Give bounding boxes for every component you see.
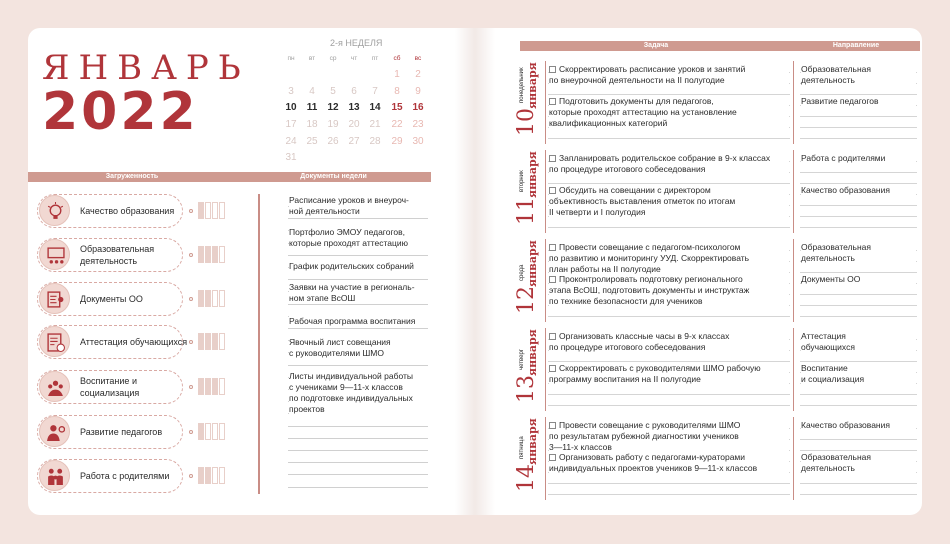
calendar-day[interactable]: 21	[369, 119, 381, 130]
calendar-day[interactable]: 1	[394, 69, 400, 80]
doc-rule-line	[288, 426, 428, 427]
doc-rule-line	[288, 365, 428, 366]
calendar-weekday: чт	[350, 55, 358, 62]
document-item: Явочный лист совещания с руководителями ШМО	[289, 337, 434, 359]
load-item-icon-badge	[39, 416, 70, 447]
day-month: января	[526, 62, 539, 109]
task-item[interactable]	[549, 420, 789, 453]
load-level-indicator	[198, 333, 226, 350]
calendar-day[interactable]: 19	[327, 119, 339, 130]
task-text: Скорректировать с руководителями ШМО рабочую программу воспитания на II полугодие	[549, 363, 761, 384]
task-checkbox[interactable]	[549, 333, 556, 340]
calendar-day[interactable]: 20	[348, 119, 360, 130]
day-weekday: пятница	[519, 436, 525, 459]
task-direction: Образовательная деятельность	[801, 64, 916, 86]
task-rule-line	[548, 138, 790, 139]
calendar-weekday: пн	[287, 55, 295, 62]
day-divider	[545, 417, 546, 500]
load-connector-dot	[189, 474, 193, 478]
direction-rule-line	[800, 138, 917, 139]
document-item: Расписание уроков и внеуроч- ной деятельности	[289, 195, 434, 217]
calendar-day[interactable]: 13	[348, 102, 360, 113]
direction-rule-line	[800, 439, 917, 440]
load-level-indicator	[198, 423, 226, 440]
task-direction: Работа с родителями	[801, 153, 916, 164]
calendar-day[interactable]: 18	[306, 119, 318, 130]
calendar-day[interactable]: 23	[412, 119, 424, 130]
day-weekday: среда	[519, 264, 525, 281]
calendar-day[interactable]: 8	[394, 86, 400, 97]
column-divider	[793, 417, 794, 500]
direction-rule-line	[800, 494, 917, 495]
task-checkbox[interactable]	[549, 66, 556, 73]
task-direction: Аттестация обучающихся	[801, 331, 916, 353]
load-level-indicator	[198, 246, 226, 263]
load-connector-dot	[189, 209, 193, 213]
direction-rule-line	[800, 172, 917, 173]
day-number: 14	[514, 464, 539, 492]
task-checkbox[interactable]	[549, 187, 556, 194]
page-gutter	[455, 28, 495, 515]
task-text: Проконтролировать подготовку регионального этапа ВсОШ, подготовить документы и инструктаж по технике безопасности для учеников	[549, 274, 750, 306]
doc-rule-line	[288, 328, 428, 329]
presentation-icon	[46, 246, 65, 265]
day-number: 11	[514, 197, 539, 225]
calendar-day[interactable]: 30	[412, 136, 424, 147]
direction-rule-line	[800, 305, 917, 306]
calendar-day[interactable]: 12	[327, 102, 339, 113]
direction-rule-line	[800, 272, 917, 273]
calendar-day[interactable]: 17	[285, 119, 297, 130]
task-item[interactable]	[549, 452, 789, 474]
day-divider	[545, 328, 546, 411]
task-direction: Качество образования	[801, 420, 916, 431]
direction-header: Направление	[792, 41, 920, 51]
load-connector-dot	[189, 340, 193, 344]
task-text: Запланировать родительское собрание в 9-х классах по процедуре итогового собеседования	[549, 153, 771, 174]
direction-rule-line	[800, 205, 917, 206]
load-connector-dot	[189, 297, 193, 301]
day-weekday: четверг	[519, 349, 525, 370]
docs-header: Документы недели	[236, 172, 431, 182]
calendar-day[interactable]: 31	[285, 152, 297, 163]
task-item[interactable]	[549, 96, 789, 129]
calendar-day[interactable]: 24	[285, 136, 297, 147]
task-direction: Качество образования	[801, 185, 916, 196]
direction-rule-line	[800, 450, 917, 451]
column-divider	[793, 328, 794, 411]
load-item-icon-badge	[39, 326, 70, 357]
direction-rule-line	[800, 216, 917, 217]
calendar-day[interactable]: 27	[348, 136, 360, 147]
document-item: Листы индивидуальной работы с учениками 9—11-х классов по подготовке индивидуальных проектов	[289, 371, 434, 415]
column-divider	[793, 150, 794, 233]
load-level-indicator	[198, 378, 226, 395]
task-checkbox[interactable]	[549, 454, 556, 461]
calendar-day[interactable]: 22	[391, 119, 403, 130]
family-icon	[46, 467, 65, 486]
task-text: Провести совещание с руководителями ШМО по результатам рубежной диагностики учеников 3—11-х классов	[549, 420, 741, 452]
direction-rule-line	[800, 227, 917, 228]
calendar-weekday: вт	[308, 55, 316, 62]
calendar-weekday: пт	[371, 55, 379, 62]
direction-rule-line	[800, 316, 917, 317]
load-item-label: Работа с родителями	[80, 471, 170, 481]
task-item[interactable]	[549, 331, 789, 353]
calendar-day[interactable]: 29	[391, 136, 403, 147]
load-header: Загруженность	[28, 172, 236, 182]
direction-rule-line	[800, 483, 917, 484]
task-direction: Воспитание и социализация	[801, 363, 916, 385]
task-rule-line	[548, 94, 790, 95]
day-month: января	[526, 151, 539, 198]
task-rule-line	[548, 183, 790, 184]
calendar-day[interactable]: 26	[327, 136, 339, 147]
calendar-day[interactable]: 11	[306, 102, 318, 113]
day-weekday: вторник	[519, 170, 525, 192]
year-title: 2022	[42, 82, 199, 142]
load-connector-dot	[189, 385, 193, 389]
load-level-indicator	[198, 467, 226, 484]
calendar-day[interactable]: 7	[372, 86, 378, 97]
load-level-indicator	[198, 290, 226, 307]
day-month: января	[526, 329, 539, 376]
task-direction: Развитие педагогов	[801, 96, 916, 107]
task-text: Подготовить документы для педагогов, которые проходят аттестацию на установление квалификационных категорий	[549, 96, 737, 128]
day-divider	[545, 61, 546, 144]
doc-rule-line	[288, 218, 428, 219]
calendar-day[interactable]: 9	[415, 86, 421, 97]
calendar-day[interactable]: 14	[369, 102, 381, 113]
task-item[interactable]	[549, 242, 789, 275]
load-item-label: Образовательная деятельность	[80, 244, 155, 266]
task-rule-line	[548, 483, 790, 484]
column-divider	[793, 239, 794, 322]
calendar-day[interactable]: 16	[412, 102, 424, 113]
task-rule-line	[548, 227, 790, 228]
task-direction: Образовательная деятельность	[801, 242, 916, 264]
day-divider	[545, 239, 546, 322]
direction-rule-line	[800, 405, 917, 406]
task-checkbox[interactable]	[549, 365, 556, 372]
load-connector-dot	[189, 430, 193, 434]
doc-rule-line	[288, 279, 428, 280]
task-checkbox[interactable]	[549, 244, 556, 251]
task-rule-line	[548, 494, 790, 495]
task-item[interactable]	[549, 274, 789, 307]
load-item-label: Воспитание и социализация	[80, 376, 140, 398]
lightbulb-icon	[46, 202, 65, 221]
calendar-weekday: ср	[329, 55, 337, 62]
doc-rule-line	[288, 438, 428, 439]
task-item[interactable]	[549, 185, 789, 218]
day-weekday: понедельник	[519, 67, 525, 103]
task-checkbox[interactable]	[549, 98, 556, 105]
task-text: Скорректировать расписание уроков и занятий по внеурочной деятельности на II полугодие	[549, 64, 746, 85]
doc-rule-line	[288, 304, 428, 305]
doc-rule-line	[288, 450, 428, 451]
doc-rule-line	[288, 487, 428, 488]
task-item[interactable]	[549, 64, 789, 86]
document-item: График родительских собраний	[289, 261, 434, 272]
document-item: Заявки на участие в региональ- ном этапе ВсОШ	[289, 282, 434, 304]
task-text: Организовать работу с педагогами-кураторами индивидуальных проектов учеников 9—11-х классов	[549, 452, 758, 473]
task-checkbox[interactable]	[549, 276, 556, 283]
load-item-icon-badge	[39, 283, 70, 314]
day-number: 13	[514, 375, 539, 403]
day-number: 12	[514, 286, 539, 314]
task-item[interactable]	[549, 363, 789, 385]
column-divider	[793, 61, 794, 144]
load-connector-dot	[189, 253, 193, 257]
calendar-day[interactable]: 5	[330, 86, 336, 97]
document-item: Портфолио ЭМОУ педагогов, которые проходят аттестацию	[289, 227, 434, 249]
task-checkbox[interactable]	[549, 422, 556, 429]
task-header: Задача	[520, 41, 792, 51]
calendar-day[interactable]: 6	[351, 86, 357, 97]
calendar-weekday: вс	[414, 55, 422, 62]
group-icon	[46, 378, 65, 397]
direction-rule-line	[800, 183, 917, 184]
calendar-day[interactable]: 25	[306, 136, 318, 147]
load-item-label: Аттестация обучающихся	[80, 337, 188, 347]
task-text: Организовать классные часы в 9-х классах по процедуре итогового собеседования	[549, 331, 730, 352]
task-direction: Образовательная деятельность	[801, 452, 916, 474]
direction-rule-line	[800, 361, 917, 362]
task-item[interactable]	[549, 153, 789, 175]
direction-rule-line	[800, 294, 917, 295]
calendar-day[interactable]: 15	[391, 102, 403, 113]
task-text: Провести совещание с педагогом-психологом по развитию и мониторингу УУД. Скорректировать план работы на II полугодие	[549, 242, 750, 274]
load-item-icon-badge	[39, 460, 70, 491]
day-number: 10	[514, 108, 539, 136]
document-person-icon	[46, 290, 65, 309]
doc-rule-line	[288, 255, 428, 256]
calendar-day[interactable]: 28	[369, 136, 381, 147]
task-text: Обсудить на совещании с директором объективность выставления отметок по итогам II четверти и I полугодия	[549, 185, 736, 217]
task-direction: Документы ОО	[801, 274, 916, 285]
calendar-day[interactable]: 4	[309, 86, 315, 97]
checklist-icon	[46, 333, 65, 352]
task-rule-line	[548, 405, 790, 406]
day-month: января	[526, 418, 539, 465]
load-item-icon-badge	[39, 195, 70, 226]
doc-rule-line	[288, 474, 428, 475]
day-month: января	[526, 240, 539, 287]
task-rule-line	[548, 394, 790, 395]
load-item-label: Развитие педагогов	[80, 427, 163, 437]
calendar-weekday: сб	[393, 55, 401, 62]
load-item-label: Документы ОО	[80, 294, 143, 304]
load-item-icon-badge	[39, 371, 70, 402]
direction-rule-line	[800, 127, 917, 128]
task-rule-line	[548, 361, 790, 362]
document-item: Рабочая программа воспитания	[289, 316, 434, 327]
load-item-label: Качество образования	[80, 206, 175, 216]
task-rule-line	[548, 316, 790, 317]
calendar-day[interactable]: 3	[288, 86, 294, 97]
load-level-indicator	[198, 202, 226, 219]
load-item-icon-badge	[39, 239, 70, 270]
docs-divider	[258, 194, 260, 494]
week-label: 2-я НЕДЕЛЯ	[330, 38, 383, 48]
month-title: ЯНВАРЬ	[42, 48, 250, 88]
direction-rule-line	[800, 116, 917, 117]
teacher-gear-icon	[46, 423, 65, 442]
direction-rule-line	[800, 394, 917, 395]
direction-rule-line	[800, 94, 917, 95]
day-divider	[545, 150, 546, 233]
calendar-day[interactable]: 2	[415, 69, 421, 80]
calendar-day[interactable]: 10	[285, 102, 297, 113]
task-checkbox[interactable]	[549, 155, 556, 162]
doc-rule-line	[288, 462, 428, 463]
